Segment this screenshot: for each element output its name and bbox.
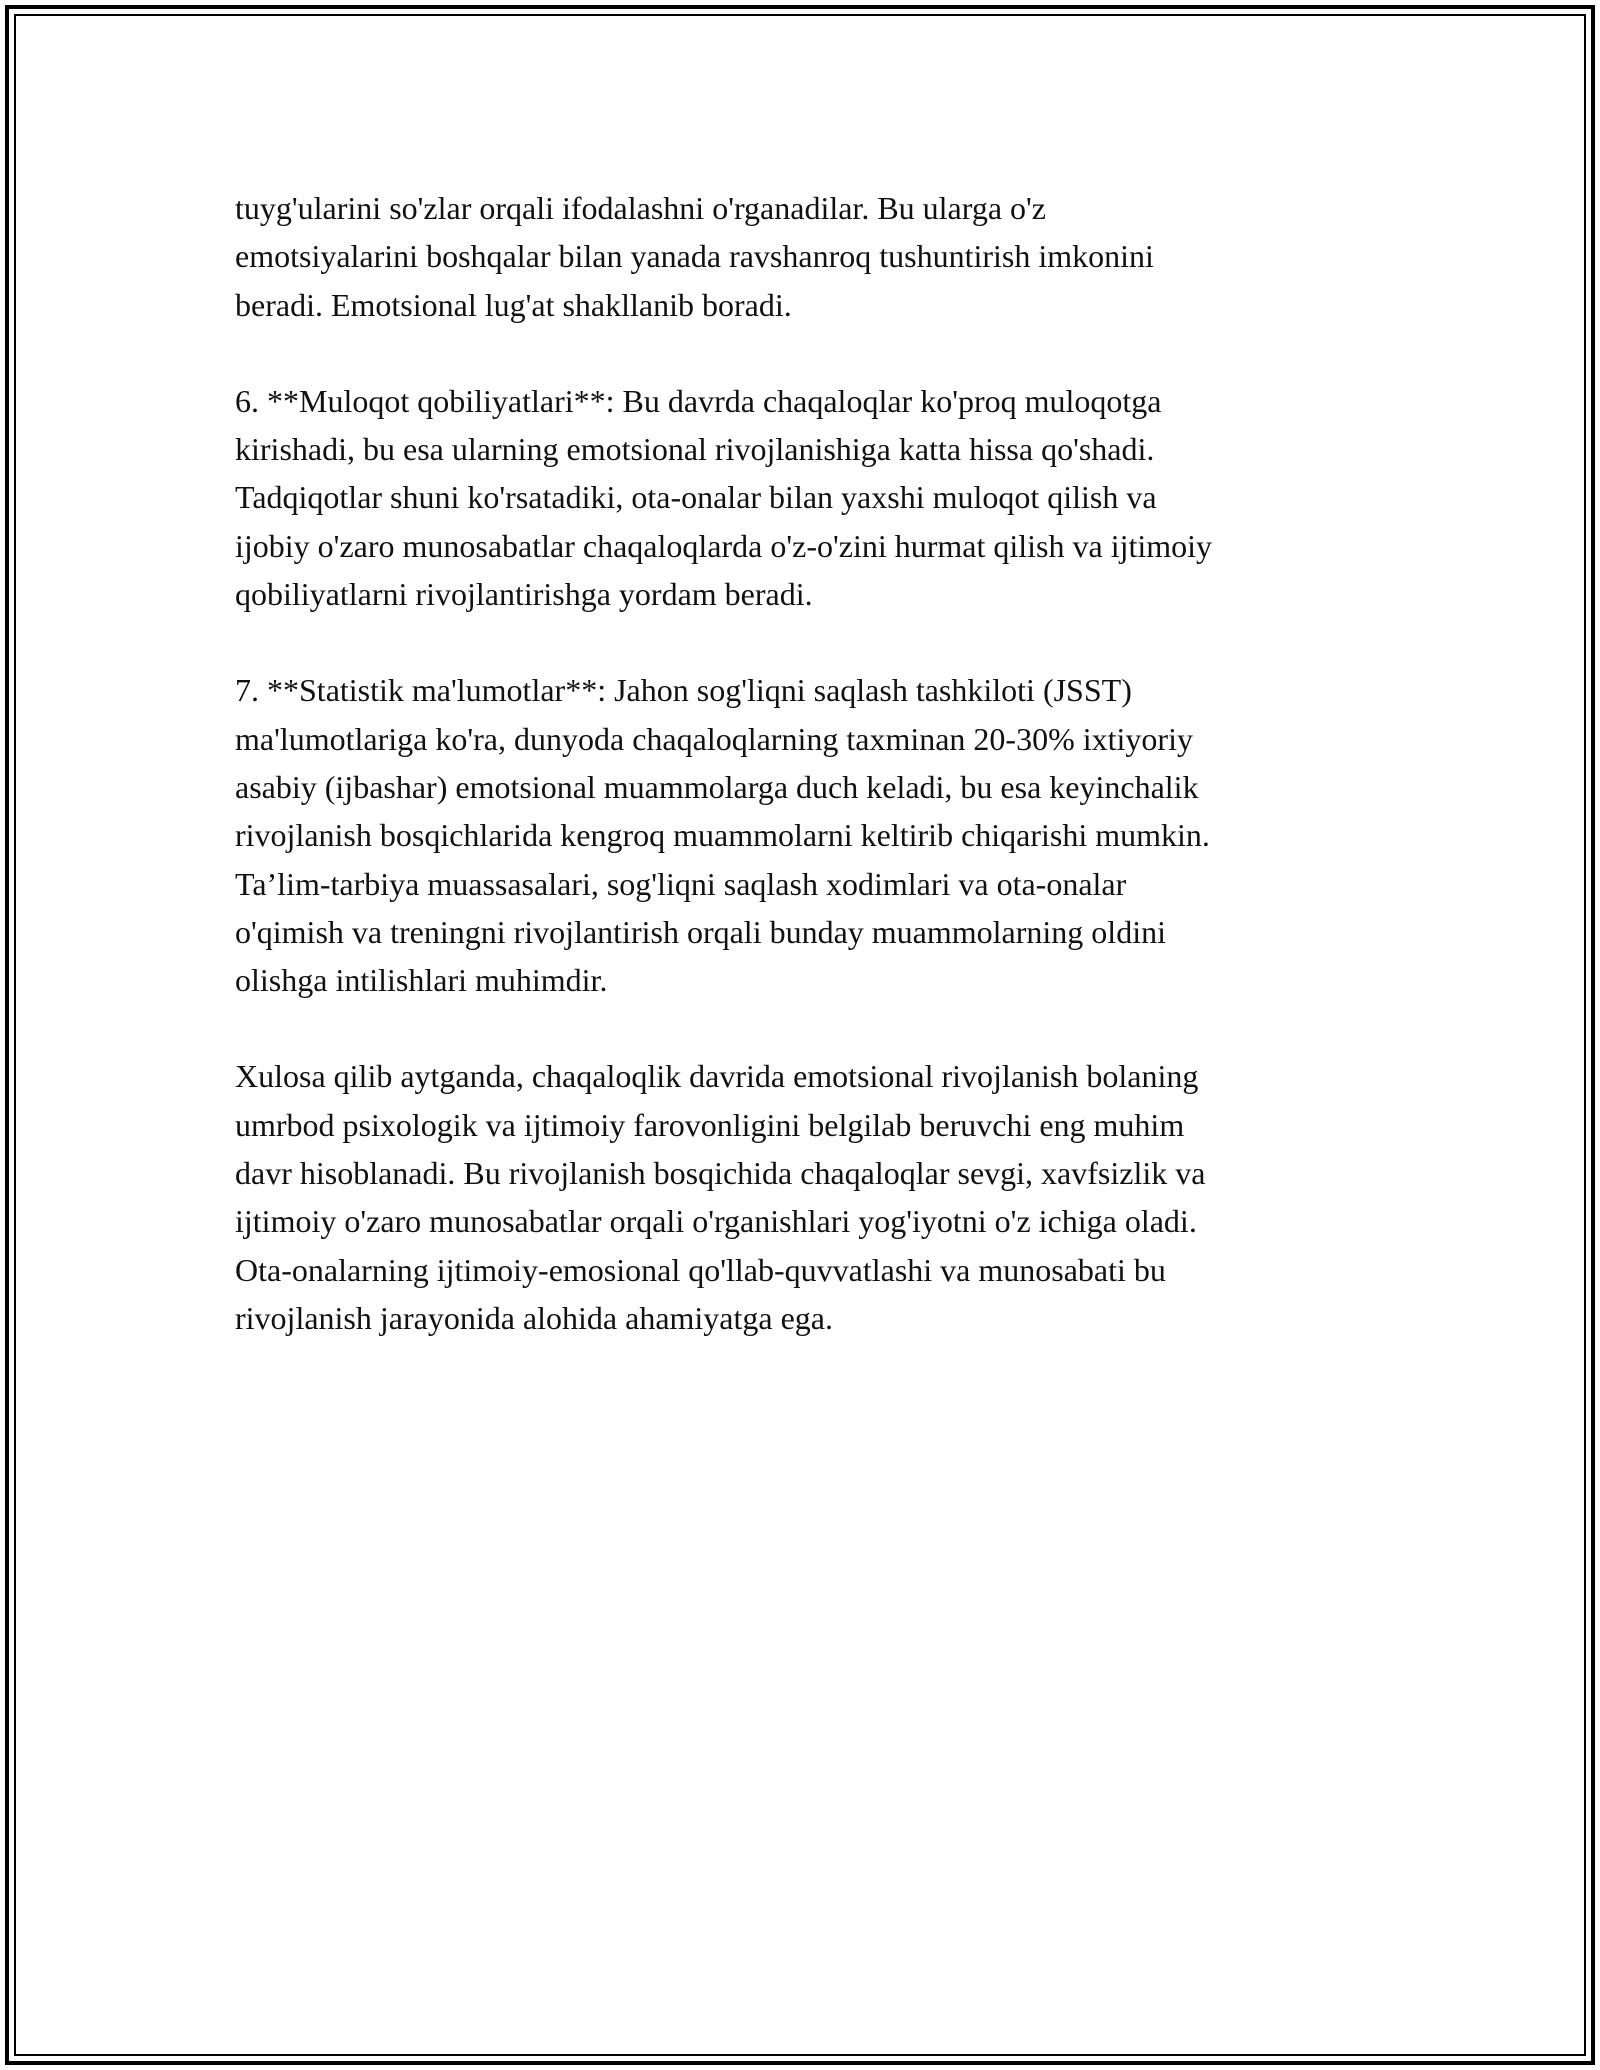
paragraph-continuation bbox=[235, 184, 1365, 329]
document-body bbox=[235, 184, 1365, 1390]
text-line: olishga intilishlari muhimdir. bbox=[235, 962, 608, 999]
paragraph-xulosa bbox=[235, 1052, 1365, 1342]
text-line: rivojlanish bosqichlarida kengroq muammolarni keltirib chiqarishi mumkin. bbox=[235, 817, 1210, 854]
text-line: davr hisoblanadi. Bu rivojlanish bosqichida chaqaloqlar sevgi, xavfsizlik va bbox=[235, 1155, 1206, 1192]
text-line: Xulosa qilib aytganda, chaqaloqlik davrida emotsional rivojlanish bolaning bbox=[235, 1058, 1199, 1095]
text-line: ma'lumotlariga ko'ra, dunyoda chaqaloqlarning taxminan 20-30% ixtiyoriy bbox=[235, 720, 1193, 757]
text-line: ijtimoiy o'zaro munosabatlar orqali o'rganishlari yog'iyotni o'z ichiga oladi. bbox=[235, 1203, 1197, 1240]
text-line: qobiliyatlarni rivojlantirishga yordam beradi. bbox=[235, 576, 813, 613]
text-line: Ota-onalarning ijtimoiy-emosional qo'llab-quvvatlashi va munosabati bu bbox=[235, 1251, 1166, 1288]
text-line: Ta’lim-tarbiya muassasalari, sog'liqni saqlash xodimlari va ota-onalar bbox=[235, 865, 1127, 902]
text-line: ijobiy o'zaro munosabatlar chaqaloqlarda o'z-o'zini hurmat qilish va ijtimoiy bbox=[235, 527, 1213, 564]
text-line: tuyg'ularini so'zlar orqali ifodalashni o'rganadilar. Bu ularga o'z bbox=[235, 190, 1046, 226]
text-line: kirishadi, bu esa ularning emotsional rivojlanishiga katta hissa qo'shadi. bbox=[235, 431, 1155, 468]
text-line: asabiy (ijbashar) emotsional muammolarga duch keladi, bu esa keyinchalik bbox=[235, 768, 1199, 805]
text-line: o'qimish va treningni rivojlantirish orqali bunday muammolarning oldini bbox=[235, 913, 1166, 950]
text-line: umrbod psixologik va ijtimoiy farovonligini belgilab beruvchi eng muhim bbox=[235, 1106, 1185, 1143]
text-line: Tadqiqotlar shuni ko'rsatadiki, ota-onalar bilan yaxshi muloqot qilish va bbox=[235, 479, 1157, 516]
text-line: beradi. Emotsional lug'at shakllanib boradi. bbox=[235, 286, 792, 323]
text-line: 6. **Muloqot qobiliyatlari**: Bu davrda chaqaloqlar ko'proq muloqotga bbox=[235, 382, 1162, 419]
text-line: 7. **Statistik ma'lumotlar**: Jahon sog'liqni saqlash tashkiloti (JSST) bbox=[235, 672, 1132, 709]
paragraph-muloqot bbox=[235, 377, 1365, 618]
text-line: emotsiyalarini boshqalar bilan yanada ravshanroq tushuntirish imkonini bbox=[235, 238, 1154, 275]
paragraph-statistik bbox=[235, 666, 1365, 1004]
text-line: rivojlanish jarayonida alohida ahamiyatga ega. bbox=[235, 1299, 833, 1336]
